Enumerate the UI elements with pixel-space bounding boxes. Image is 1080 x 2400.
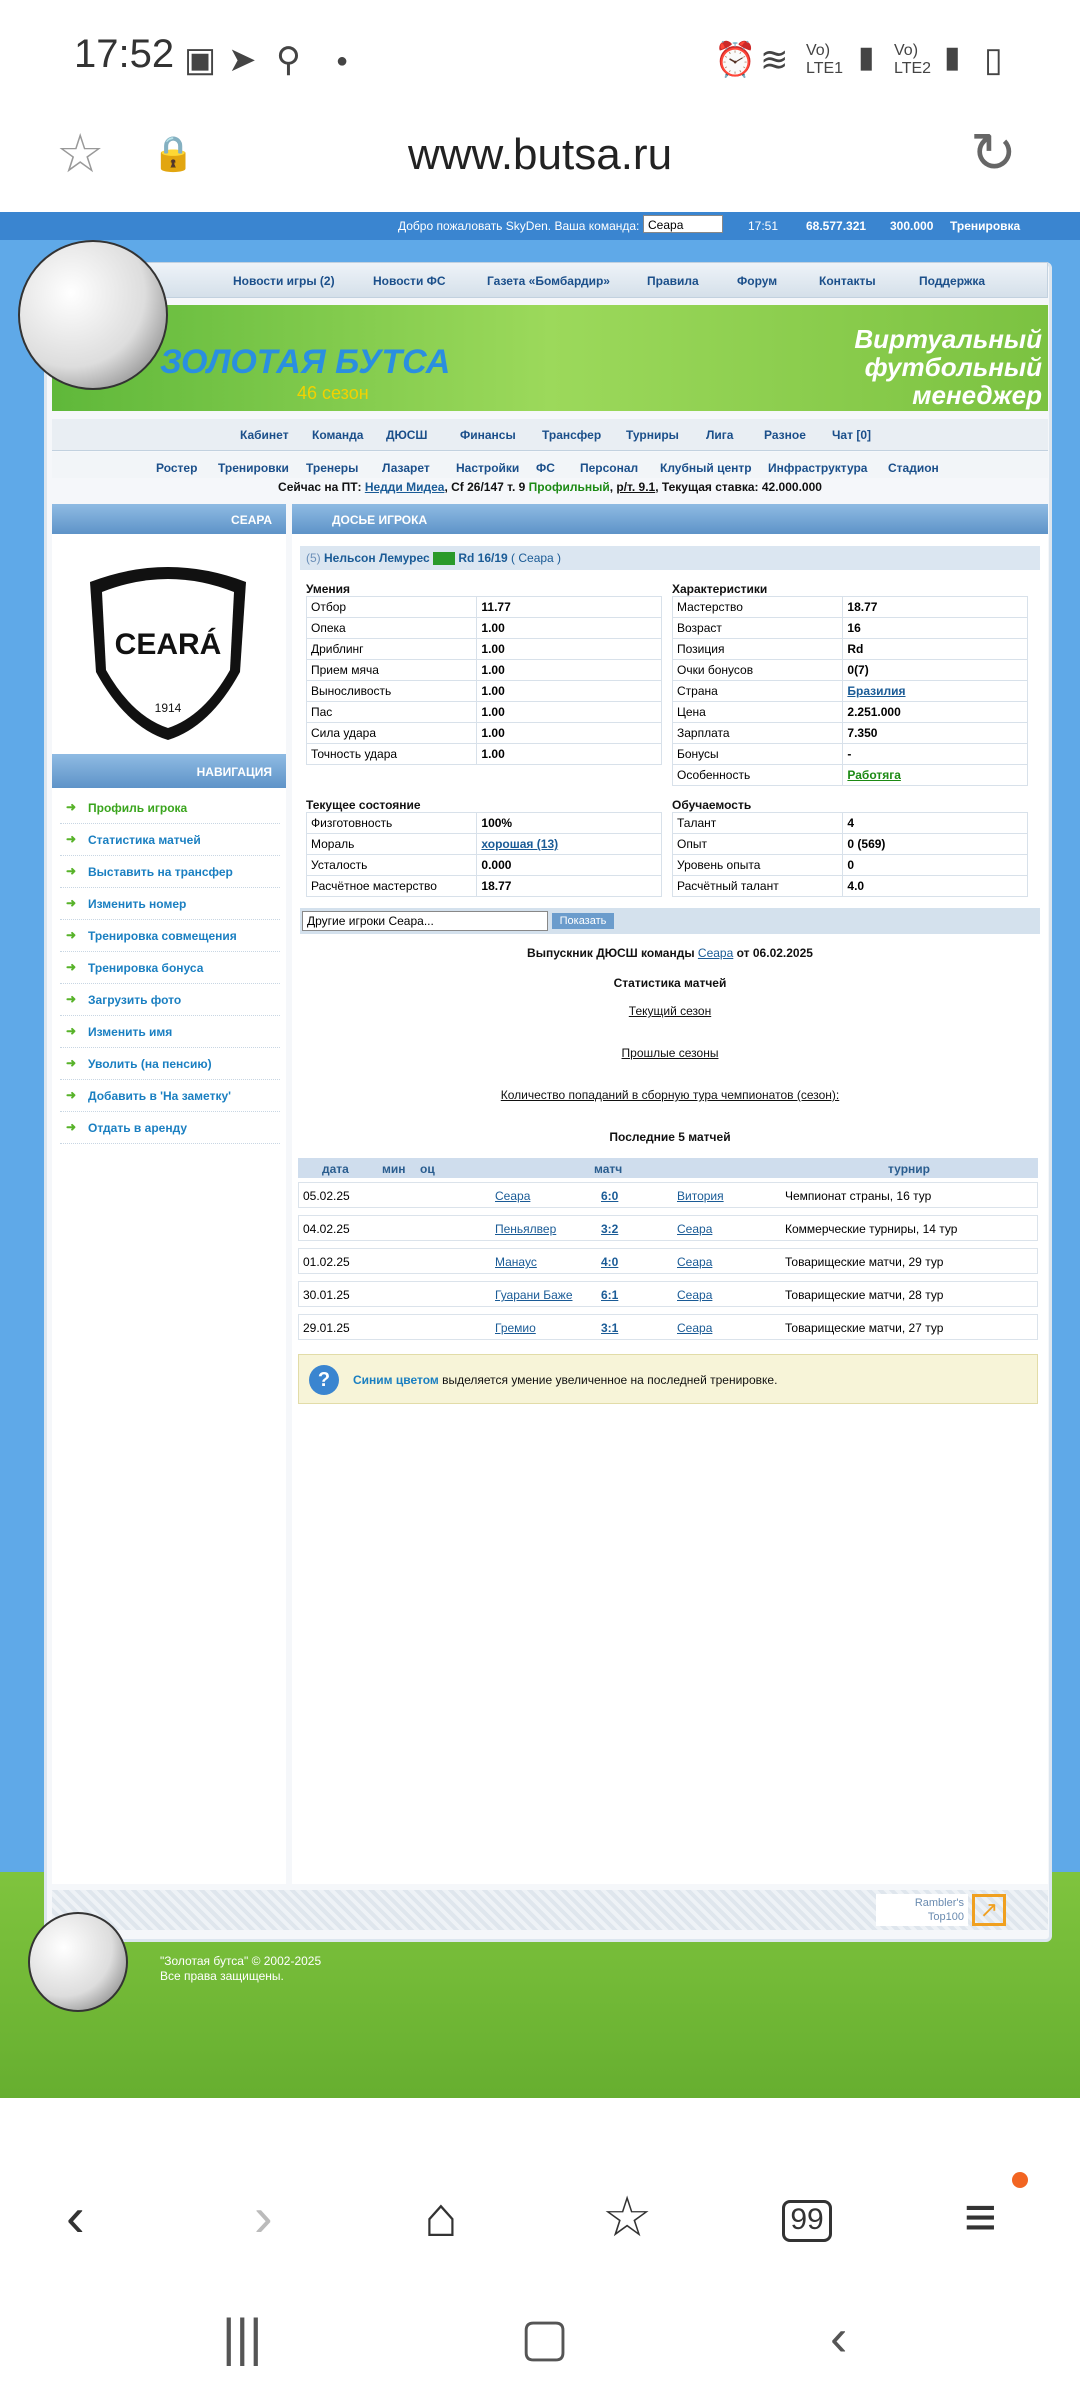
server-time: 17:51	[748, 219, 779, 233]
main-menu	[52, 419, 1048, 451]
chars-value[interactable]: Работяга	[843, 765, 1028, 786]
learn-row	[673, 876, 1028, 897]
state-value: 18.77	[477, 876, 662, 897]
skills-value: 1.00	[477, 702, 662, 723]
skills-label: Прием мяча	[307, 660, 477, 681]
chars-title: Характеристики	[672, 582, 768, 596]
state-row	[307, 813, 662, 834]
transfer-now-line: Сейчас на ПТ: Недди Мидеа, Cf 26/147 т. 9 Профильный, р/т. 9.1, Текущая ставка: 42.000.000	[278, 480, 822, 494]
graduate-line: Выпускник ДЮСШ команды Сеара от 06.02.2025	[527, 946, 813, 960]
show-button[interactable]: Показать	[552, 913, 614, 929]
rambler-counter[interactable]: Rambler's Top100	[876, 1894, 968, 1926]
skills-row	[307, 618, 662, 639]
team-submenu	[52, 452, 1048, 478]
match-row	[298, 1314, 1038, 1340]
submenu-infrastructure[interactable]: Инфраструктура	[768, 461, 868, 475]
submenu-roster[interactable]: Ростер	[156, 461, 198, 475]
state-value: 0.000	[477, 855, 662, 876]
skills-row	[307, 681, 662, 702]
system-back-icon[interactable]: ‹	[830, 2309, 848, 2367]
match-home[interactable]: Сеара	[495, 1189, 531, 1203]
skills-label: Сила удара	[307, 723, 477, 744]
url-bar[interactable]: www.butsa.ru	[407, 130, 673, 179]
submenu-hospital[interactable]: Лазарет	[382, 461, 430, 475]
forward-icon[interactable]: ›	[254, 2185, 273, 2248]
learn-value: 0 (569)	[843, 834, 1028, 855]
skills-value: 1.00	[477, 744, 662, 765]
past-seasons-link[interactable]: Прошлые сезоны	[621, 1046, 719, 1060]
skills-row	[307, 702, 662, 723]
nav-rename[interactable]: ➜ Изменить имя	[60, 1016, 280, 1048]
submenu-stadium[interactable]: Стадион	[888, 461, 939, 475]
menu-support[interactable]: Поддержка	[919, 274, 986, 288]
nav-combo-training[interactable]: ➜ Тренировка совмещения	[60, 920, 280, 952]
match-date: 01.02.25	[303, 1255, 350, 1269]
match-tournament: Товарищеские матчи, 27 тур	[785, 1321, 944, 1335]
match-score[interactable]: 6:1	[601, 1288, 619, 1302]
match-date: 29.01.25	[303, 1321, 350, 1335]
chars-label: Возраст	[673, 618, 843, 639]
match-score[interactable]: 3:2	[601, 1222, 619, 1236]
learn-row	[673, 834, 1028, 855]
dossier-header: ДОСЬЕ ИГРОКА	[292, 504, 1048, 534]
chars-value: 2.251.000	[843, 702, 1028, 723]
matches-header: дата мин оц матч турнир	[298, 1158, 1038, 1178]
skills-label: Отбор	[307, 597, 477, 618]
skills-row	[307, 723, 662, 744]
player-position-age: Rd 16/19	[458, 551, 508, 565]
website	[0, 212, 1080, 2098]
other-players-bar	[300, 908, 1040, 934]
chars-row	[673, 660, 1028, 681]
tabs-icon[interactable]: 99	[782, 2200, 832, 2242]
chars-label: Страна	[673, 681, 843, 702]
match-away[interactable]: Сеара	[677, 1321, 713, 1335]
chars-value: 0(7)	[843, 660, 1028, 681]
menu-contacts[interactable]: Контакты	[819, 274, 876, 288]
submenu-club-center[interactable]: Клубный центр	[660, 461, 752, 475]
match-date: 30.01.25	[303, 1288, 350, 1302]
skills-row	[307, 639, 662, 660]
menu-news-fs[interactable]: Новости ФС	[373, 274, 446, 288]
chars-row	[673, 702, 1028, 723]
battery-icon: ▯	[984, 41, 1003, 79]
skills-value: 1.00	[477, 660, 662, 681]
lte1-label: Vo) LTE1	[806, 42, 844, 77]
chars-row	[673, 597, 1028, 618]
match-row	[298, 1215, 1038, 1241]
bookmarks-icon[interactable]: ☆	[602, 2185, 653, 2248]
state-label: Расчётное мастерство	[307, 876, 477, 897]
skills-value: 1.00	[477, 681, 662, 702]
chars-row	[673, 723, 1028, 744]
money-value: 68.577.321	[806, 219, 867, 233]
clock: 17:52	[74, 32, 175, 76]
nav-transfer-list[interactable]: ➜ Выставить на трансфер	[60, 856, 280, 888]
skills-row	[307, 660, 662, 681]
submenu-trainings[interactable]: Тренировки	[218, 461, 289, 475]
skills-table	[306, 596, 662, 765]
top-menu	[52, 262, 1048, 298]
status-bar	[0, 0, 1080, 110]
state-row	[307, 834, 662, 855]
team-crest	[80, 552, 256, 742]
team-header: СЕАРА	[52, 504, 286, 534]
learn-value: 0	[843, 855, 1028, 876]
menu-forum[interactable]: Форум	[737, 274, 778, 288]
points-value: 300.000	[890, 219, 934, 233]
wifi-icon: ≋	[760, 41, 789, 79]
player-name: Нельсон Лемурес	[324, 551, 430, 565]
back-icon[interactable]: ‹	[66, 2185, 85, 2248]
menu-cabinet[interactable]: Кабинет	[240, 428, 289, 442]
match-away[interactable]: Сеара	[677, 1288, 713, 1302]
gallery-icon: ▣	[184, 41, 217, 79]
match-date: 05.02.25	[303, 1189, 350, 1203]
info-text: Синим цветом выделяется умение увеличенное на последней тренировке.	[353, 1373, 778, 1387]
match-away[interactable]: Сеара	[677, 1222, 713, 1236]
match-row	[298, 1281, 1038, 1307]
chars-value: 7.350	[843, 723, 1028, 744]
skills-label: Опека	[307, 618, 477, 639]
menu-misc[interactable]: Разное	[764, 428, 806, 442]
skills-value: 1.00	[477, 723, 662, 744]
system-nav	[0, 2278, 1080, 2400]
crest-year: 1914	[154, 701, 182, 715]
nav-loan[interactable]: ➜ Отдать в аренду	[60, 1112, 280, 1144]
chars-value: 18.77	[843, 597, 1028, 618]
chars-label: Цена	[673, 702, 843, 723]
submenu-settings[interactable]: Настройки	[456, 461, 520, 475]
match-tournament: Коммерческие турниры, 14 тур	[785, 1222, 958, 1236]
bookmark-star-icon[interactable]: ☆	[56, 124, 105, 184]
menu-rules[interactable]: Правила	[647, 274, 699, 288]
state-row	[307, 876, 662, 897]
footer-bar	[52, 1890, 1048, 1930]
learn-value: 4	[843, 813, 1028, 834]
chars-value[interactable]: Бразилия	[843, 681, 1028, 702]
skills-label: Пас	[307, 702, 477, 723]
nav-change-number[interactable]: ➜ Изменить номер	[60, 888, 280, 920]
menu-tournaments[interactable]: Турниры	[626, 428, 679, 442]
match-date: 04.02.25	[303, 1222, 350, 1236]
site-logo-title: ЗОЛОТАЯ БУТСА	[160, 343, 451, 381]
match-tournament: Товарищеские матчи, 28 тур	[785, 1288, 944, 1302]
crest-text: CEARÁ	[114, 628, 222, 661]
match-away[interactable]: Витория	[677, 1189, 724, 1203]
menu-newspaper[interactable]: Газета «Бомбардир»	[487, 274, 610, 288]
player-title: (5) Нельсон Лемурес Rd 16/19 ( Сеара )	[300, 546, 1040, 570]
menu-news-game[interactable]: Новости игры (2)	[233, 274, 335, 288]
home-button-icon[interactable]: ▢	[520, 2309, 570, 2367]
state-row	[307, 855, 662, 876]
skills-value: 1.00	[477, 618, 662, 639]
skills-row	[307, 744, 662, 765]
alarm-icon: ⏰	[714, 41, 757, 79]
learn-title: Обучаемость	[672, 798, 752, 812]
top-info-bar	[0, 212, 1080, 240]
chars-label: Бонусы	[673, 744, 843, 765]
submenu-coaches[interactable]: Тренеры	[306, 461, 359, 475]
menu-school[interactable]: ДЮСШ	[386, 428, 428, 442]
signal1-icon: ▮	[858, 41, 875, 74]
learn-label: Уровень опыта	[673, 855, 843, 876]
chars-row	[673, 639, 1028, 660]
team-select[interactable]: Сеара	[643, 215, 723, 233]
transfer-player-link[interactable]: Недди Мидеа	[364, 480, 445, 494]
skills-row	[307, 597, 662, 618]
learn-label: Опыт	[673, 834, 843, 855]
menu-icon[interactable]: ≡	[964, 2185, 997, 2248]
navigation-header: НАВИГАЦИЯ	[52, 754, 286, 788]
learn-table	[672, 812, 1028, 897]
chars-row	[673, 765, 1028, 786]
stats-title: Статистика матчей	[613, 976, 727, 990]
match-home[interactable]: Гуарани Баже	[495, 1288, 573, 1302]
chars-row	[673, 618, 1028, 639]
match-score[interactable]: 6:0	[601, 1189, 619, 1203]
skills-value: 11.77	[477, 597, 662, 618]
chars-label: Мастерство	[673, 597, 843, 618]
nav-match-stats[interactable]: ➜ Статистика матчей	[60, 824, 280, 856]
menu-finance[interactable]: Финансы	[460, 428, 516, 442]
learn-row	[673, 855, 1028, 876]
home-icon[interactable]: ⌂	[424, 2185, 458, 2248]
ball-image	[18, 240, 168, 390]
state-value[interactable]: хорошая (13)	[477, 834, 662, 855]
chars-value: 16	[843, 618, 1028, 639]
lock-icon[interactable]: 🔒	[152, 135, 195, 173]
graduate-team-link[interactable]: Сеара	[697, 946, 734, 960]
other-players-select[interactable]: Другие игроки Сеара...	[302, 911, 548, 931]
state-table	[306, 812, 662, 897]
last-matches-title: Последние 5 матчей	[609, 1130, 731, 1144]
chars-label: Позиция	[673, 639, 843, 660]
learn-label: Расчётный талант	[673, 876, 843, 897]
learn-value: 4.0	[843, 876, 1028, 897]
match-row	[298, 1248, 1038, 1274]
site-banner[interactable]	[52, 305, 1048, 411]
match-home[interactable]: Пеньялвер	[495, 1222, 557, 1236]
search-icon: ⚲	[276, 41, 301, 79]
browser-bottom-nav	[0, 2148, 1080, 2278]
nav-add-note[interactable]: ➜ Добавить в 'На заметку'	[60, 1080, 280, 1112]
footer-ball-image	[28, 1912, 128, 2012]
season-label: 46 сезон	[297, 383, 369, 403]
skills-title: Умения	[306, 582, 351, 596]
submenu-staff[interactable]: Персонал	[580, 461, 639, 475]
chars-row	[673, 744, 1028, 765]
match-away[interactable]: Сеара	[677, 1255, 713, 1269]
match-score[interactable]: 4:0	[601, 1255, 619, 1269]
chars-value: Rd	[843, 639, 1028, 660]
browser-toolbar	[0, 110, 1080, 210]
match-row	[298, 1182, 1038, 1208]
state-title: Текущее состояние	[306, 798, 421, 812]
reload-icon[interactable]: ↻	[970, 121, 1017, 184]
nav-upload-photo[interactable]: ➜ Загрузить фото	[60, 984, 280, 1016]
learn-row	[673, 813, 1028, 834]
menu-team[interactable]: Команда	[312, 428, 364, 442]
national-team-link[interactable]: Количество попаданий в сборную тура чемпионатов (сезон):	[500, 1088, 840, 1102]
chars-value: -	[843, 744, 1028, 765]
menu-league[interactable]: Лига	[706, 428, 734, 442]
nav-bonus-training[interactable]: ➜ Тренировка бонуса	[60, 952, 280, 984]
signal2-icon: ▮	[944, 41, 961, 74]
match-tournament: Чемпионат страны, 16 тур	[785, 1189, 932, 1203]
question-icon: ?	[309, 1365, 339, 1395]
match-home[interactable]: Манаус	[495, 1255, 537, 1269]
chars-row	[673, 681, 1028, 702]
match-score[interactable]: 3:1	[601, 1321, 619, 1335]
chars-label: Очки бонусов	[673, 660, 843, 681]
chars-table	[672, 596, 1028, 786]
dot-icon: ●	[336, 50, 349, 72]
nav-profile[interactable]: ➜ Профиль игрока	[60, 792, 280, 824]
notification-dot	[1012, 2172, 1028, 2188]
state-label: Физготовность	[307, 813, 477, 834]
menu-transfer[interactable]: Трансфер	[542, 428, 602, 442]
brazil-flag-icon	[433, 552, 455, 565]
state-value: 100%	[477, 813, 662, 834]
match-home[interactable]: Гремио	[495, 1321, 536, 1335]
slogan: Виртуальный футбольный менеджер	[854, 324, 1042, 410]
current-season-link[interactable]: Текущий сезон	[628, 1004, 712, 1018]
skills-label: Дриблинг	[307, 639, 477, 660]
telegram-icon: ➤	[228, 41, 257, 79]
info-box	[298, 1354, 1038, 1404]
welcome-text: Добро пожаловать SkyDen. Ваша команда:	[398, 219, 640, 233]
copyright: "Золотая бутса" © 2002-2025 Все права защищены.	[160, 1954, 322, 1983]
training-link[interactable]: Тренировка	[950, 219, 1021, 233]
chars-label: Особенность	[673, 765, 843, 786]
state-label: Усталость	[307, 855, 477, 876]
match-tournament: Товарищеские матчи, 29 тур	[785, 1255, 944, 1269]
top100-icon[interactable]: ↗	[972, 1894, 1006, 1926]
nav-retire[interactable]: ➜ Уволить (на пенсию)	[60, 1048, 280, 1080]
menu-chat[interactable]: Чат [0]	[832, 428, 871, 442]
skills-label: Выносливость	[307, 681, 477, 702]
recents-icon[interactable]: |||	[222, 2309, 263, 2367]
skills-value: 1.00	[477, 639, 662, 660]
skills-label: Точность удара	[307, 744, 477, 765]
chars-label: Зарплата	[673, 723, 843, 744]
state-label: Мораль	[307, 834, 477, 855]
lte2-label: Vo) LTE2	[894, 42, 932, 77]
submenu-fs[interactable]: ФС	[536, 461, 555, 475]
learn-label: Талант	[673, 813, 843, 834]
